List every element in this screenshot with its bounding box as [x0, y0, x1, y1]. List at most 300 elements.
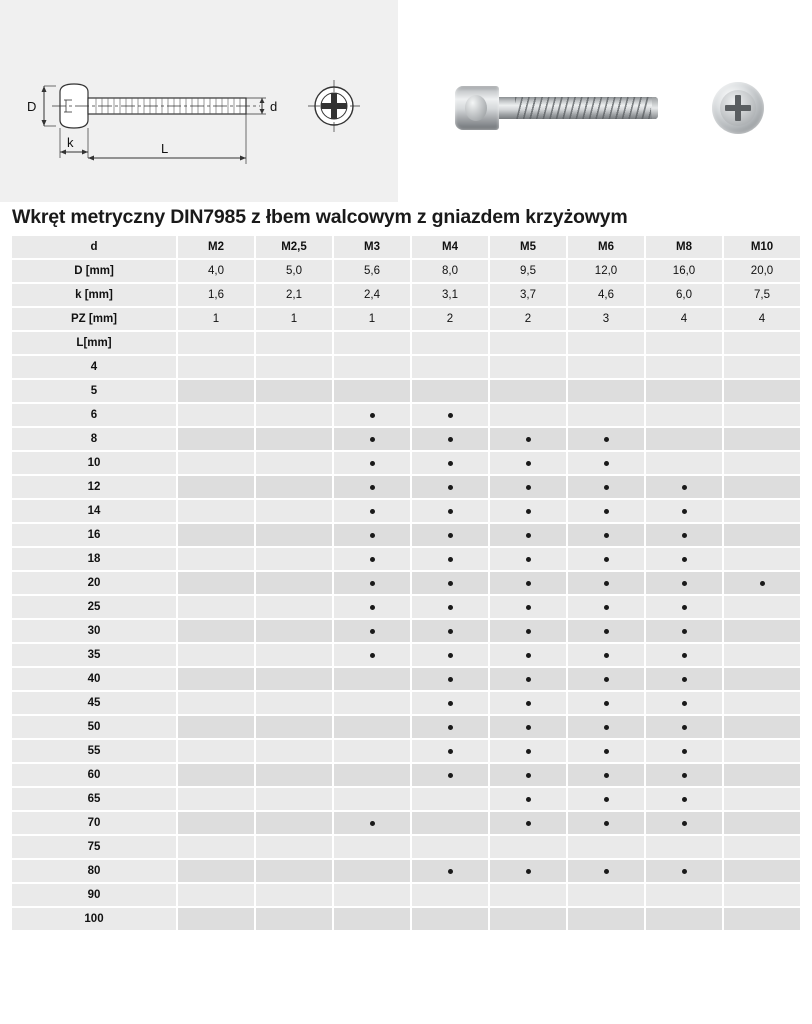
availability-empty-cell — [178, 908, 254, 930]
spec-value: 2 — [412, 308, 488, 330]
availability-empty-cell — [178, 596, 254, 618]
row-header-length-value: 30 — [12, 620, 176, 642]
table-row — [12, 860, 800, 882]
availability-dot-cell — [724, 572, 800, 594]
availability-dot — [604, 773, 609, 778]
row-header-length-value: 6 — [12, 404, 176, 426]
spec-value: 1 — [256, 308, 332, 330]
availability-empty-cell — [724, 812, 800, 834]
availability-dot — [448, 749, 453, 754]
availability-empty-cell — [178, 452, 254, 474]
label-d: d — [270, 99, 278, 114]
availability-empty-cell — [256, 668, 332, 690]
availability-empty-cell — [724, 908, 800, 930]
availability-dot-cell — [490, 812, 566, 834]
availability-dot-cell — [334, 476, 410, 498]
availability-empty-cell — [334, 668, 410, 690]
technical-drawing-svg — [0, 0, 398, 202]
availability-empty-cell — [256, 404, 332, 426]
availability-empty-cell — [568, 404, 644, 426]
row-header-length-value: 70 — [12, 812, 176, 834]
spec-value: 1 — [178, 308, 254, 330]
row-header-length-value: 40 — [12, 668, 176, 690]
availability-empty-cell — [490, 356, 566, 378]
availability-empty-cell — [646, 884, 722, 906]
availability-empty-cell — [178, 788, 254, 810]
availability-dot — [526, 677, 531, 682]
row-header-length-value: 25 — [12, 596, 176, 618]
availability-dot-cell — [334, 620, 410, 642]
availability-dot-cell — [646, 812, 722, 834]
availability-empty-cell — [178, 860, 254, 882]
row-header-length-value: 60 — [12, 764, 176, 786]
row-header-d: d — [12, 236, 176, 258]
spec-value: 4,6 — [568, 284, 644, 306]
availability-dot — [604, 581, 609, 586]
availability-dot-cell — [568, 788, 644, 810]
availability-dot-cell — [568, 668, 644, 690]
availability-dot-cell — [334, 572, 410, 594]
availability-empty-cell — [646, 836, 722, 858]
spec-value: 6,0 — [646, 284, 722, 306]
table-row — [12, 836, 800, 858]
availability-empty-cell — [256, 884, 332, 906]
availability-dot-cell — [334, 596, 410, 618]
availability-empty-cell — [568, 356, 644, 378]
availability-empty-cell — [724, 620, 800, 642]
availability-empty-cell — [178, 620, 254, 642]
availability-dot — [526, 701, 531, 706]
row-header-length-value: 10 — [12, 452, 176, 474]
availability-empty-cell — [646, 404, 722, 426]
availability-dot — [682, 677, 687, 682]
availability-empty-cell — [568, 380, 644, 402]
availability-dot-cell — [490, 644, 566, 666]
availability-dot-cell — [646, 788, 722, 810]
row-header-spec: PZ [mm] — [12, 308, 176, 330]
availability-empty-cell — [724, 428, 800, 450]
availability-dot-cell — [646, 668, 722, 690]
column-header-M6: M6 — [568, 236, 644, 258]
availability-dot — [370, 485, 375, 490]
availability-dot-cell — [334, 428, 410, 450]
availability-dot-cell — [334, 812, 410, 834]
spec-value-empty — [490, 332, 566, 354]
availability-empty-cell — [256, 524, 332, 546]
availability-dot — [526, 749, 531, 754]
availability-dot-cell — [490, 788, 566, 810]
screw-head — [455, 86, 499, 130]
availability-dot — [682, 605, 687, 610]
availability-empty-cell — [256, 380, 332, 402]
availability-empty-cell — [256, 644, 332, 666]
availability-dot — [370, 605, 375, 610]
availability-dot — [604, 485, 609, 490]
availability-dot — [448, 485, 453, 490]
availability-empty-cell — [334, 716, 410, 738]
availability-dot — [370, 557, 375, 562]
availability-dot — [682, 485, 687, 490]
availability-dot-cell — [334, 500, 410, 522]
row-header-length-value: 90 — [12, 884, 176, 906]
availability-empty-cell — [412, 836, 488, 858]
availability-dot — [526, 557, 531, 562]
availability-dot — [682, 509, 687, 514]
availability-empty-cell — [724, 356, 800, 378]
availability-dot — [370, 413, 375, 418]
spec-table-wrap — [10, 234, 802, 932]
availability-dot-cell — [490, 476, 566, 498]
availability-empty-cell — [256, 812, 332, 834]
availability-dot-cell — [412, 644, 488, 666]
row-header-length-value: 50 — [12, 716, 176, 738]
availability-empty-cell — [334, 908, 410, 930]
table-row — [12, 692, 800, 714]
availability-dot — [448, 725, 453, 730]
availability-empty-cell — [646, 380, 722, 402]
availability-dot — [682, 701, 687, 706]
availability-dot — [526, 797, 531, 802]
availability-empty-cell — [646, 428, 722, 450]
table-row — [12, 764, 800, 786]
availability-empty-cell — [724, 644, 800, 666]
availability-empty-cell — [256, 548, 332, 570]
availability-dot-cell — [646, 596, 722, 618]
availability-empty-cell — [178, 692, 254, 714]
spec-value: 4,0 — [178, 260, 254, 282]
availability-dot — [526, 437, 531, 442]
spec-value: 2 — [490, 308, 566, 330]
availability-empty-cell — [724, 596, 800, 618]
availability-dot-cell — [568, 476, 644, 498]
availability-empty-cell — [178, 740, 254, 762]
availability-dot-cell — [490, 524, 566, 546]
availability-dot-cell — [412, 572, 488, 594]
table-row — [12, 308, 800, 330]
availability-dot — [526, 605, 531, 610]
column-header-M8: M8 — [646, 236, 722, 258]
table-header-row — [12, 236, 800, 258]
availability-dot — [448, 869, 453, 874]
spec-value: 8,0 — [412, 260, 488, 282]
availability-empty-cell — [412, 380, 488, 402]
availability-dot-cell — [334, 452, 410, 474]
availability-dot — [682, 773, 687, 778]
availability-dot-cell — [412, 476, 488, 498]
availability-dot — [526, 653, 531, 658]
row-header-length-value: 55 — [12, 740, 176, 762]
availability-dot — [370, 533, 375, 538]
row-header-spec: D [mm] — [12, 260, 176, 282]
availability-dot-cell — [568, 620, 644, 642]
availability-empty-cell — [724, 524, 800, 546]
availability-dot — [370, 437, 375, 442]
spec-value: 16,0 — [646, 260, 722, 282]
availability-dot-cell — [334, 524, 410, 546]
availability-empty-cell — [178, 884, 254, 906]
availability-dot-cell — [490, 860, 566, 882]
availability-dot — [370, 629, 375, 634]
screw-threads — [515, 97, 651, 119]
availability-empty-cell — [256, 500, 332, 522]
availability-dot — [448, 629, 453, 634]
row-header-length-value: 16 — [12, 524, 176, 546]
availability-empty-cell — [178, 764, 254, 786]
availability-empty-cell — [646, 356, 722, 378]
availability-empty-cell — [256, 620, 332, 642]
availability-dot-cell — [334, 644, 410, 666]
table-row — [12, 812, 800, 834]
availability-dot — [604, 629, 609, 634]
availability-dot-cell — [490, 668, 566, 690]
row-header-length-value: 8 — [12, 428, 176, 450]
availability-empty-cell — [256, 788, 332, 810]
row-header-length-value: 5 — [12, 380, 176, 402]
availability-empty-cell — [334, 836, 410, 858]
availability-dot-cell — [412, 524, 488, 546]
row-header-length-value: 4 — [12, 356, 176, 378]
availability-dot — [526, 461, 531, 466]
row-header-length-value: 100 — [12, 908, 176, 930]
availability-empty-cell — [490, 836, 566, 858]
availability-empty-cell — [178, 548, 254, 570]
availability-dot-cell — [490, 572, 566, 594]
availability-dot — [448, 701, 453, 706]
availability-dot — [604, 557, 609, 562]
availability-dot-cell — [568, 692, 644, 714]
availability-dot-cell — [568, 644, 644, 666]
row-header-length-value: 18 — [12, 548, 176, 570]
availability-dot — [682, 749, 687, 754]
availability-empty-cell — [490, 908, 566, 930]
availability-empty-cell — [178, 428, 254, 450]
table-row — [12, 260, 800, 282]
row-header-length: L[mm] — [12, 332, 176, 354]
availability-dot-cell — [490, 740, 566, 762]
row-header-spec: k [mm] — [12, 284, 176, 306]
availability-dot — [604, 437, 609, 442]
availability-dot — [682, 797, 687, 802]
availability-empty-cell — [256, 836, 332, 858]
availability-dot — [604, 605, 609, 610]
availability-empty-cell — [568, 908, 644, 930]
availability-dot — [604, 653, 609, 658]
table-row — [12, 620, 800, 642]
spec-value-empty — [412, 332, 488, 354]
table-row — [12, 284, 800, 306]
availability-empty-cell — [724, 668, 800, 690]
row-header-length-value: 80 — [12, 860, 176, 882]
spec-value: 3,1 — [412, 284, 488, 306]
availability-dot — [604, 821, 609, 826]
availability-dot — [370, 581, 375, 586]
table-row — [12, 548, 800, 570]
availability-empty-cell — [256, 716, 332, 738]
availability-empty-cell — [724, 380, 800, 402]
availability-empty-cell — [256, 860, 332, 882]
availability-dot — [682, 533, 687, 538]
availability-empty-cell — [256, 908, 332, 930]
spec-value: 4 — [646, 308, 722, 330]
table-row — [12, 404, 800, 426]
label-L: L — [161, 141, 169, 156]
availability-dot — [604, 725, 609, 730]
availability-dot-cell — [412, 764, 488, 786]
availability-dot — [526, 725, 531, 730]
availability-dot — [682, 581, 687, 586]
availability-dot — [604, 749, 609, 754]
availability-dot-cell — [568, 860, 644, 882]
availability-empty-cell — [256, 692, 332, 714]
availability-dot-cell — [646, 740, 722, 762]
spec-value: 4 — [724, 308, 800, 330]
screw-tip — [652, 97, 658, 119]
availability-dot — [604, 701, 609, 706]
availability-empty-cell — [256, 428, 332, 450]
spec-table — [10, 234, 802, 932]
availability-empty-cell — [412, 908, 488, 930]
spec-value: 2,1 — [256, 284, 332, 306]
availability-dot-cell — [412, 500, 488, 522]
availability-dot — [448, 533, 453, 538]
availability-dot — [448, 557, 453, 562]
availability-dot-cell — [646, 644, 722, 666]
availability-empty-cell — [178, 836, 254, 858]
availability-empty-cell — [334, 380, 410, 402]
illustration-band — [0, 0, 812, 202]
availability-dot-cell — [334, 548, 410, 570]
table-row — [12, 596, 800, 618]
spec-value: 7,5 — [724, 284, 800, 306]
availability-dot-cell — [490, 428, 566, 450]
availability-empty-cell — [412, 356, 488, 378]
cross-recess-vertical — [475, 98, 478, 118]
availability-dot-cell — [334, 404, 410, 426]
availability-empty-cell — [724, 764, 800, 786]
availability-dot-cell — [490, 716, 566, 738]
table-row — [12, 452, 800, 474]
availability-empty-cell — [178, 404, 254, 426]
label-D: D — [27, 99, 37, 114]
availability-dot-cell — [568, 452, 644, 474]
row-header-length-value: 35 — [12, 644, 176, 666]
availability-empty-cell — [178, 572, 254, 594]
availability-empty-cell — [256, 740, 332, 762]
availability-dot-cell — [412, 620, 488, 642]
availability-empty-cell — [334, 356, 410, 378]
availability-empty-cell — [724, 452, 800, 474]
availability-empty-cell — [646, 908, 722, 930]
availability-empty-cell — [256, 764, 332, 786]
table-row — [12, 884, 800, 906]
availability-dot-cell — [646, 860, 722, 882]
availability-empty-cell — [256, 452, 332, 474]
availability-dot — [682, 653, 687, 658]
availability-dot-cell — [412, 548, 488, 570]
availability-empty-cell — [646, 452, 722, 474]
availability-dot — [526, 773, 531, 778]
availability-dot-cell — [568, 548, 644, 570]
table-row — [12, 572, 800, 594]
row-header-length-value: 65 — [12, 788, 176, 810]
availability-dot-cell — [490, 596, 566, 618]
availability-dot-cell — [646, 476, 722, 498]
table-row — [12, 716, 800, 738]
availability-empty-cell — [724, 884, 800, 906]
availability-empty-cell — [178, 716, 254, 738]
availability-dot — [370, 653, 375, 658]
pozidriv-recess-horizontal — [725, 105, 751, 111]
availability-dot — [682, 725, 687, 730]
availability-dot-cell — [568, 716, 644, 738]
spec-value-empty — [724, 332, 800, 354]
availability-dot-cell — [412, 668, 488, 690]
availability-empty-cell — [724, 476, 800, 498]
availability-dot — [448, 677, 453, 682]
cross-recess-horizontal — [468, 107, 485, 110]
label-k: k — [67, 135, 74, 150]
availability-dot-cell — [646, 524, 722, 546]
availability-dot-cell — [568, 524, 644, 546]
spec-value: 3,7 — [490, 284, 566, 306]
availability-dot-cell — [568, 812, 644, 834]
availability-empty-cell — [178, 524, 254, 546]
availability-dot — [526, 485, 531, 490]
column-header-M10: M10 — [724, 236, 800, 258]
availability-dot — [604, 677, 609, 682]
availability-empty-cell — [256, 476, 332, 498]
table-row — [12, 740, 800, 762]
availability-dot — [448, 413, 453, 418]
availability-dot-cell — [568, 740, 644, 762]
spec-value: 1,6 — [178, 284, 254, 306]
availability-empty-cell — [178, 500, 254, 522]
row-header-length-value: 75 — [12, 836, 176, 858]
availability-empty-cell — [178, 812, 254, 834]
availability-dot — [448, 653, 453, 658]
table-row — [12, 380, 800, 402]
availability-empty-cell — [334, 884, 410, 906]
availability-empty-cell — [412, 812, 488, 834]
spec-value: 20,0 — [724, 260, 800, 282]
availability-dot — [682, 629, 687, 634]
spec-value-empty — [568, 332, 644, 354]
availability-empty-cell — [724, 404, 800, 426]
availability-empty-cell — [256, 572, 332, 594]
table-row — [12, 428, 800, 450]
availability-empty-cell — [724, 692, 800, 714]
table-row — [12, 644, 800, 666]
availability-dot-cell — [412, 692, 488, 714]
availability-dot — [370, 821, 375, 826]
availability-empty-cell — [724, 716, 800, 738]
table-row — [12, 500, 800, 522]
row-header-length-value: 12 — [12, 476, 176, 498]
availability-empty-cell — [724, 740, 800, 762]
row-header-length-value: 14 — [12, 500, 176, 522]
screw-top-photo — [712, 82, 764, 134]
availability-dot — [604, 509, 609, 514]
availability-dot-cell — [568, 764, 644, 786]
availability-dot — [448, 581, 453, 586]
availability-empty-cell — [178, 668, 254, 690]
spec-value: 2,4 — [334, 284, 410, 306]
availability-dot-cell — [412, 716, 488, 738]
spec-value-empty — [256, 332, 332, 354]
column-header-M3: M3 — [334, 236, 410, 258]
availability-empty-cell — [334, 764, 410, 786]
availability-dot — [760, 581, 765, 586]
